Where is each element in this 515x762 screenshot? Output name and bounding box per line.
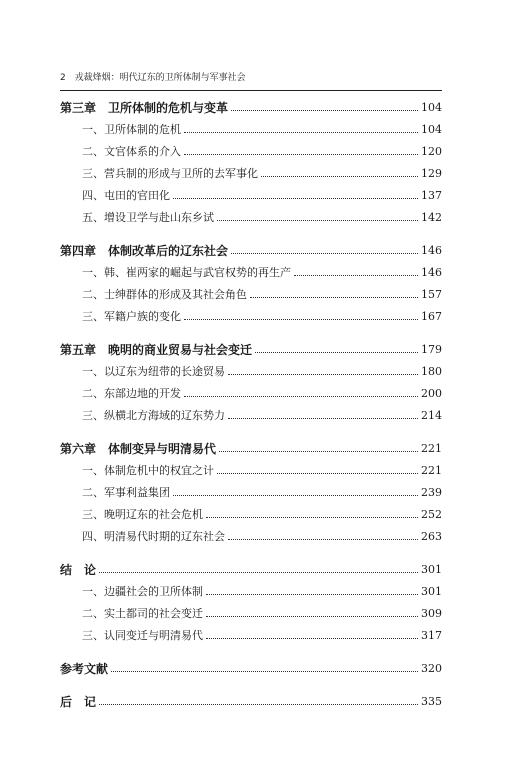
dot-leader [217, 220, 418, 221]
toc-entry-page: 157 [421, 287, 442, 301]
dot-leader [219, 451, 418, 452]
page-number: 2 [60, 73, 66, 83]
toc-entry-page: 252 [421, 507, 442, 521]
dot-leader [206, 594, 418, 595]
toc-entry-page: 320 [421, 661, 442, 675]
toc-chapter-entry[interactable] [60, 558, 442, 580]
toc-entry-page: 180 [421, 364, 442, 378]
toc-entry-title: 五、增设卫学与赴山东乡试 [82, 211, 214, 224]
toc-entry-page: 179 [421, 342, 442, 356]
table-of-contents [60, 96, 442, 712]
section-gap [60, 228, 442, 239]
dot-leader [228, 374, 418, 375]
toc-section-entry[interactable] [60, 404, 442, 426]
toc-entry-title: 三、晚明辽东的社会危机 [82, 508, 203, 521]
toc-entry-title: 一、韩、崔两家的崛起与武官权势的再生产 [82, 266, 291, 279]
book-title: 戎裁烽烟：明代辽东的卫所体制与军事社会 [74, 73, 246, 83]
toc-entry-page: 137 [421, 188, 442, 202]
toc-section-entry[interactable] [60, 624, 442, 646]
toc-entry-page: 120 [421, 144, 442, 158]
dot-leader [217, 473, 418, 474]
toc-entry-title: 第五章 晚明的商业贸易与社会变迁 [60, 342, 253, 357]
toc-section-entry[interactable] [60, 283, 442, 305]
toc-entry-title: 一、卫所体制的危机 [82, 123, 181, 136]
dot-leader [184, 319, 418, 320]
toc-entry-title: 二、东部边地的开发 [82, 387, 181, 400]
toc-entry-page: 309 [421, 606, 442, 620]
toc-section-entry[interactable] [60, 305, 442, 327]
toc-chapter-entry[interactable] [60, 657, 442, 679]
toc-entry-page: 214 [421, 408, 442, 422]
toc-entry-page: 104 [421, 122, 442, 136]
toc-entry-title: 三、认同变迁与明清易代 [82, 629, 203, 642]
header-rule [60, 90, 442, 91]
toc-entry-title: 四、明清易代时期的辽东社会 [82, 530, 225, 543]
dot-leader [261, 176, 418, 177]
toc-section-entry[interactable] [60, 206, 442, 228]
toc-entry-title: 三、营兵制的形成与卫所的去军事化 [82, 167, 258, 180]
section-gap [60, 426, 442, 437]
toc-entry-title: 三、纵横北方海域的辽东势力 [82, 409, 225, 422]
section-gap [60, 679, 442, 690]
toc-entry-title: 一、边疆社会的卫所体制 [82, 585, 203, 598]
dot-leader [111, 671, 418, 672]
toc-entry-page: 129 [421, 166, 442, 180]
toc-entry-page: 221 [421, 463, 442, 477]
toc-entry-title: 一、以辽东为纽带的长途贸易 [82, 365, 225, 378]
dot-leader [184, 132, 418, 133]
section-gap [60, 646, 442, 657]
toc-entry-title: 三、军籍户族的变化 [82, 310, 181, 323]
toc-entry-page: 239 [421, 485, 442, 499]
toc-chapter-entry[interactable] [60, 338, 442, 360]
toc-entry-title: 二、军事利益集团 [82, 486, 170, 499]
dot-leader [173, 495, 418, 496]
toc-chapter-entry[interactable] [60, 690, 442, 712]
toc-entry-page: 146 [421, 243, 442, 257]
toc-entry-title: 第六章 体制变异与明清易代 [60, 441, 217, 456]
dot-leader [99, 704, 418, 705]
toc-entry-page: 200 [421, 386, 442, 400]
toc-entry-page: 221 [421, 441, 442, 455]
toc-section-entry[interactable] [60, 261, 442, 283]
toc-entry-title: 参考文献 [60, 661, 109, 676]
toc-entry-page: 301 [421, 562, 442, 576]
toc-entry-title: 二、士绅群体的形成及其社会角色 [82, 288, 247, 301]
dot-leader [228, 418, 418, 419]
toc-entry-page: 167 [421, 309, 442, 323]
toc-section-entry[interactable] [60, 503, 442, 525]
section-gap [60, 327, 442, 338]
toc-entry-page: 104 [421, 100, 442, 114]
toc-entry-title: 一、体制危机中的权宜之计 [82, 464, 214, 477]
toc-section-entry[interactable] [60, 118, 442, 140]
toc-entry-page: 146 [421, 265, 442, 279]
toc-entry-page: 142 [421, 210, 442, 224]
dot-leader [206, 638, 418, 639]
toc-section-entry[interactable] [60, 481, 442, 503]
toc-section-entry[interactable] [60, 360, 442, 382]
dot-leader [250, 297, 418, 298]
toc-entry-title: 四、屯田的官田化 [82, 189, 170, 202]
toc-section-entry[interactable] [60, 140, 442, 162]
toc-entry-page: 263 [421, 529, 442, 543]
dot-leader [206, 517, 418, 518]
toc-entry-title: 二、文官体系的介入 [82, 145, 181, 158]
toc-entry-page: 301 [421, 584, 442, 598]
toc-chapter-entry[interactable] [60, 96, 442, 118]
dot-leader [173, 198, 418, 199]
dot-leader [255, 352, 418, 353]
dot-leader [228, 539, 418, 540]
running-header [60, 70, 246, 83]
dot-leader [231, 110, 418, 111]
toc-section-entry[interactable] [60, 602, 442, 624]
toc-entry-page: 317 [421, 628, 442, 642]
toc-entry-title: 第四章 体制改革后的辽东社会 [60, 243, 229, 258]
toc-entry-title: 后 记 [60, 694, 97, 709]
toc-section-entry[interactable] [60, 525, 442, 547]
dot-leader [184, 396, 418, 397]
dot-leader [206, 616, 418, 617]
dot-leader [184, 154, 418, 155]
dot-leader [231, 253, 418, 254]
toc-chapter-entry[interactable] [60, 437, 442, 459]
toc-chapter-entry[interactable] [60, 239, 442, 261]
toc-entry-page: 335 [421, 694, 442, 708]
dot-leader [294, 275, 418, 276]
toc-section-entry[interactable] [60, 184, 442, 206]
section-gap [60, 547, 442, 558]
toc-section-entry[interactable] [60, 459, 442, 481]
toc-section-entry[interactable] [60, 382, 442, 404]
toc-entry-title: 二、实土都司的社会变迁 [82, 607, 203, 620]
toc-section-entry[interactable] [60, 162, 442, 184]
toc-entry-title: 结 论 [60, 562, 97, 577]
toc-entry-title: 第三章 卫所体制的危机与变革 [60, 100, 229, 115]
dot-leader [99, 572, 418, 573]
toc-section-entry[interactable] [60, 580, 442, 602]
